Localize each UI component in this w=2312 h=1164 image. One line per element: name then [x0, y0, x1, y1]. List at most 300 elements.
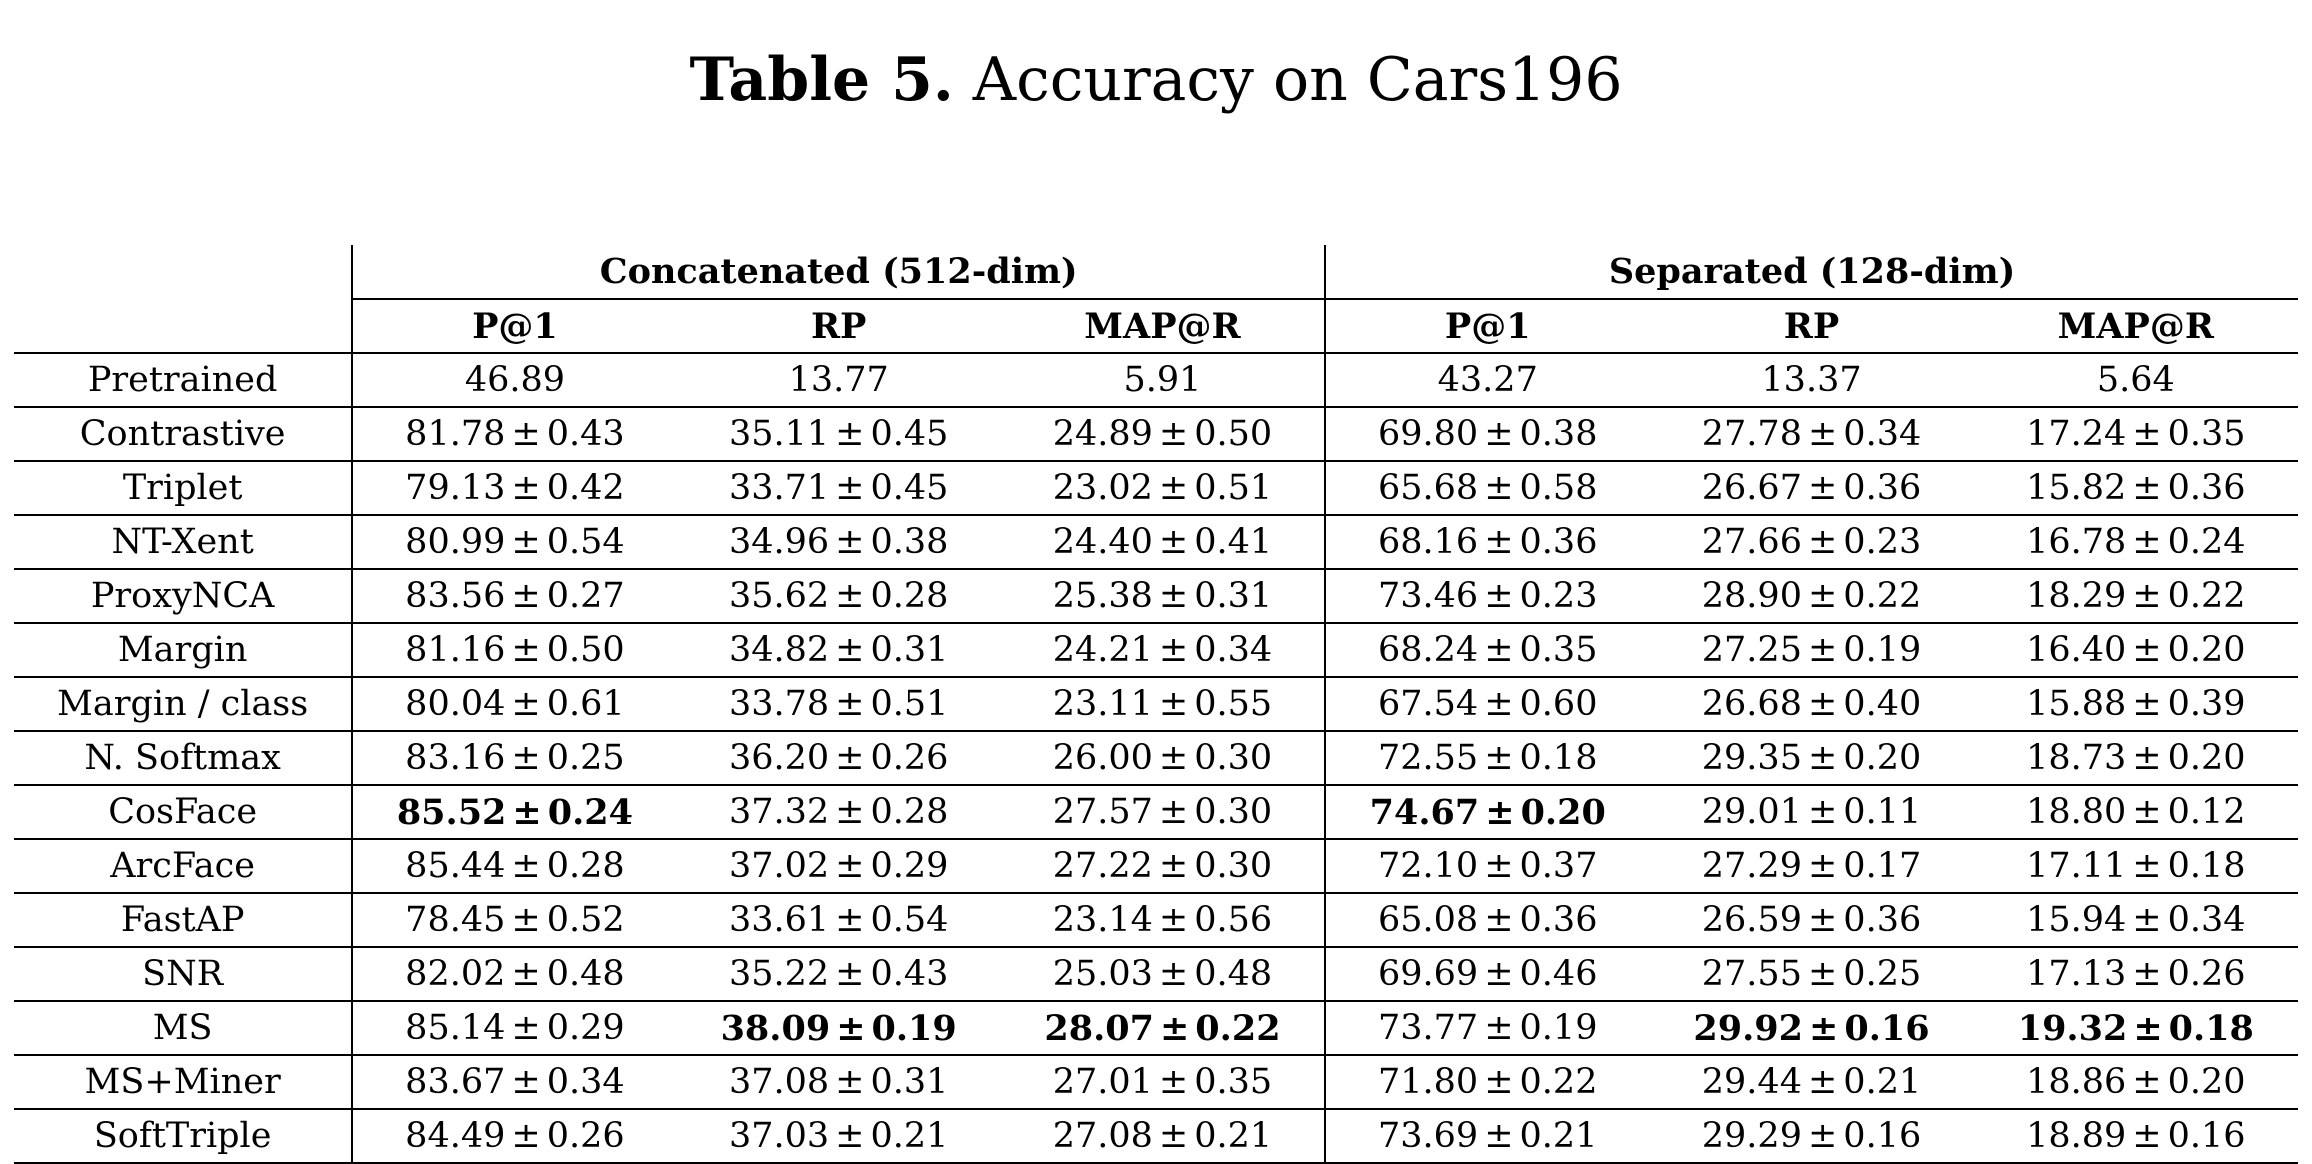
plus-minus-symbol: ± — [1158, 630, 1189, 670]
mean-value: 27.57 — [1052, 792, 1153, 832]
std-value: 0.46 — [1519, 954, 1598, 994]
mean-value: 82.02 — [405, 954, 506, 994]
std-value: 0.20 — [2167, 630, 2246, 670]
value-cell — [1001, 461, 1325, 515]
value-cell — [677, 407, 1001, 461]
std-value: 0.26 — [870, 738, 949, 778]
mean-value: 24.21 — [1052, 630, 1153, 670]
plus-minus-symbol: ± — [835, 522, 865, 562]
plus-minus-symbol: ± — [1158, 792, 1189, 832]
caption-text: Accuracy on Cars196 — [972, 45, 1623, 115]
results-table — [14, 245, 2298, 1164]
value-cell — [1974, 407, 2298, 461]
mean-value: 27.78 — [1701, 414, 1802, 454]
plus-minus-symbol: ± — [2132, 738, 2162, 778]
method-cell: MS+Miner — [14, 1055, 352, 1109]
mean-value: 29.92 — [1693, 1007, 1804, 1049]
table-row — [14, 461, 2298, 515]
std-value: 0.19 — [1519, 1008, 1598, 1048]
value-cell — [1649, 407, 1973, 461]
plus-minus-symbol: ± — [2132, 1116, 2162, 1156]
mean-value: 17.11 — [2026, 846, 2127, 886]
plus-minus-symbol: ± — [835, 468, 865, 508]
value-cell — [1649, 1109, 1973, 1163]
value-cell — [1649, 1001, 1973, 1055]
mean-value: 35.11 — [728, 414, 830, 454]
std-value: 0.35 — [2167, 414, 2246, 454]
mean-value: 79.13 — [405, 468, 506, 508]
value-cell — [677, 623, 1001, 677]
std-value: 0.54 — [870, 900, 949, 940]
table-row — [14, 623, 2298, 677]
mean-value: 19.32 — [2017, 1007, 2128, 1049]
plus-minus-symbol: ± — [1484, 1116, 1514, 1156]
mean-value: 27.29 — [1701, 846, 1802, 886]
mean-value: 27.01 — [1052, 1062, 1153, 1102]
std-value: 0.34 — [2167, 900, 2246, 940]
plus-minus-symbol: ± — [1158, 738, 1189, 778]
std-value: 0.20 — [2167, 738, 2246, 778]
metric-header-concat-rp: RP — [677, 299, 1001, 353]
method-cell: N. Softmax — [14, 731, 352, 785]
table-row — [14, 569, 2298, 623]
value-cell — [1001, 1055, 1325, 1109]
mean-value: 69.69 — [1378, 954, 1479, 994]
std-value: 0.36 — [2167, 468, 2246, 508]
plus-minus-symbol: ± — [511, 846, 541, 886]
value-cell — [677, 1109, 1001, 1163]
method-cell: Margin — [14, 623, 352, 677]
method-cell: SNR — [14, 947, 352, 1001]
mean-value: 85.44 — [405, 846, 506, 886]
plus-minus-symbol: ± — [1807, 630, 1838, 670]
table-body — [14, 353, 2298, 1163]
plus-minus-symbol: ± — [835, 792, 865, 832]
table-row — [14, 893, 2298, 947]
std-value: 0.58 — [1519, 468, 1598, 508]
std-value: 0.37 — [1519, 846, 1598, 886]
table-row — [14, 731, 2298, 785]
value-cell — [677, 785, 1001, 839]
plus-minus-symbol: ± — [2132, 468, 2162, 508]
std-value: 0.26 — [546, 1116, 625, 1156]
plus-minus-symbol: ± — [1807, 792, 1838, 832]
mean-value: 29.44 — [1701, 1062, 1802, 1102]
value-cell: 43.27 — [1325, 353, 1649, 407]
std-value: 0.41 — [1194, 522, 1273, 562]
table-row — [14, 1055, 2298, 1109]
value-cell — [1649, 839, 1973, 893]
method-cell: Triplet — [14, 461, 352, 515]
mean-value: 81.78 — [405, 414, 506, 454]
value-cell — [677, 677, 1001, 731]
std-value: 0.27 — [546, 576, 625, 616]
plus-minus-symbol: ± — [1484, 522, 1514, 562]
std-value: 0.35 — [1194, 1062, 1273, 1102]
mean-value: 80.99 — [405, 522, 506, 562]
value-cell — [1974, 515, 2298, 569]
std-value: 0.25 — [1843, 954, 1922, 994]
mean-value: 24.40 — [1052, 522, 1153, 562]
value-cell — [352, 677, 676, 731]
metric-header-sep-mapr: MAP@R — [1974, 299, 2298, 353]
std-value: 0.22 — [1843, 576, 1922, 616]
value-cell — [352, 515, 676, 569]
value-cell — [1649, 893, 1973, 947]
plus-minus-symbol: ± — [2132, 1062, 2162, 1102]
plus-minus-symbol: ± — [835, 954, 865, 994]
mean-value: 26.68 — [1701, 684, 1802, 724]
value-cell — [1001, 569, 1325, 623]
group-header-empty — [14, 245, 352, 299]
plus-minus-symbol: ± — [511, 630, 541, 670]
value-cell — [677, 1055, 1001, 1109]
plus-minus-symbol: ± — [1807, 468, 1838, 508]
std-value: 0.28 — [546, 846, 625, 886]
value-cell — [1649, 677, 1973, 731]
value-cell: 13.77 — [677, 353, 1001, 407]
mean-value: 33.61 — [728, 900, 830, 940]
value-cell: 46.89 — [352, 353, 676, 407]
std-value: 0.30 — [1194, 738, 1273, 778]
plus-minus-symbol: ± — [1807, 684, 1838, 724]
std-value: 0.29 — [870, 846, 949, 886]
mean-value: 33.71 — [728, 468, 830, 508]
mean-value: 34.96 — [728, 522, 830, 562]
plus-minus-symbol: ± — [1484, 414, 1514, 454]
std-value: 0.40 — [1843, 684, 1922, 724]
value-cell — [1974, 1055, 2298, 1109]
plus-minus-symbol: ± — [1807, 576, 1838, 616]
value-cell — [1974, 1001, 2298, 1055]
metric-header-sep-rp: RP — [1649, 299, 1973, 353]
plus-minus-symbol: ± — [1158, 468, 1189, 508]
std-value: 0.30 — [1194, 792, 1273, 832]
mean-value: 25.03 — [1052, 954, 1153, 994]
std-value: 0.28 — [870, 792, 949, 832]
value-cell — [1325, 785, 1649, 839]
std-value: 0.25 — [546, 738, 625, 778]
plus-minus-symbol: ± — [2132, 684, 2162, 724]
std-value: 0.35 — [1519, 630, 1598, 670]
std-value: 0.20 — [2167, 1062, 2246, 1102]
std-value: 0.36 — [1519, 522, 1598, 562]
std-value: 0.20 — [1843, 738, 1922, 778]
value-cell — [1001, 623, 1325, 677]
value-cell — [352, 623, 676, 677]
mean-value: 29.01 — [1701, 792, 1802, 832]
plus-minus-symbol: ± — [511, 900, 541, 940]
value-cell — [1974, 569, 2298, 623]
std-value: 0.55 — [1194, 684, 1273, 724]
plus-minus-symbol: ± — [1807, 522, 1838, 562]
metric-header-row — [14, 299, 2298, 353]
plus-minus-symbol: ± — [1807, 900, 1838, 940]
plus-minus-symbol: ± — [1484, 468, 1514, 508]
plus-minus-symbol: ± — [1158, 522, 1189, 562]
std-value: 0.51 — [870, 684, 949, 724]
std-value: 0.36 — [1843, 468, 1922, 508]
std-value: 0.26 — [2167, 954, 2246, 994]
plus-minus-symbol: ± — [1484, 1062, 1514, 1102]
plus-minus-symbol: ± — [1158, 684, 1189, 724]
value-cell — [1325, 677, 1649, 731]
plus-minus-symbol: ± — [836, 1007, 866, 1049]
mean-value: 83.67 — [405, 1062, 506, 1102]
std-value: 0.31 — [870, 630, 949, 670]
std-value: 0.30 — [1194, 846, 1273, 886]
plus-minus-symbol: ± — [835, 630, 865, 670]
std-value: 0.18 — [2167, 846, 2246, 886]
value-cell — [1001, 407, 1325, 461]
std-value: 0.24 — [2167, 522, 2246, 562]
plus-minus-symbol: ± — [1159, 1007, 1190, 1049]
mean-value: 18.73 — [2026, 738, 2127, 778]
std-value: 0.56 — [1194, 900, 1273, 940]
plus-minus-symbol: ± — [835, 684, 865, 724]
mean-value: 83.56 — [405, 576, 506, 616]
mean-value: 26.00 — [1052, 738, 1153, 778]
mean-value: 68.24 — [1378, 630, 1479, 670]
std-value: 0.29 — [546, 1008, 625, 1048]
plus-minus-symbol: ± — [511, 954, 541, 994]
method-cell: NT-Xent — [14, 515, 352, 569]
value-cell — [352, 1109, 676, 1163]
table-row — [14, 1001, 2298, 1055]
table-row — [14, 677, 2298, 731]
std-value: 0.39 — [2167, 684, 2246, 724]
caption-label: Table 5. — [689, 45, 954, 115]
method-cell: CosFace — [14, 785, 352, 839]
plus-minus-symbol: ± — [1484, 900, 1514, 940]
value-cell — [1974, 893, 2298, 947]
std-value: 0.22 — [1195, 1007, 1281, 1049]
value-cell — [1974, 623, 2298, 677]
plus-minus-symbol: ± — [2133, 1007, 2163, 1049]
mean-value: 38.09 — [720, 1007, 831, 1049]
value-cell — [1649, 569, 1973, 623]
mean-value: 27.25 — [1701, 630, 1802, 670]
group-header-separated: Separated (128-dim) — [1325, 245, 2298, 299]
value-cell — [1001, 893, 1325, 947]
value-cell — [1974, 947, 2298, 1001]
value-cell — [1649, 947, 1973, 1001]
std-value: 0.36 — [1519, 900, 1598, 940]
std-value: 0.48 — [546, 954, 625, 994]
std-value: 0.50 — [546, 630, 625, 670]
value-cell — [352, 1055, 676, 1109]
method-cell: FastAP — [14, 893, 352, 947]
mean-value: 74.67 — [1369, 791, 1480, 833]
mean-value: 26.59 — [1701, 900, 1802, 940]
mean-value: 18.80 — [2026, 792, 2127, 832]
plus-minus-symbol: ± — [1807, 954, 1838, 994]
std-value: 0.16 — [2167, 1116, 2246, 1156]
std-value: 0.21 — [1519, 1116, 1598, 1156]
value-cell — [677, 947, 1001, 1001]
std-value: 0.45 — [870, 414, 949, 454]
value-cell — [677, 461, 1001, 515]
mean-value: 27.55 — [1701, 954, 1802, 994]
table-caption — [0, 40, 2312, 120]
std-value: 0.18 — [1519, 738, 1598, 778]
plus-minus-symbol: ± — [2132, 846, 2162, 886]
value-cell — [1325, 569, 1649, 623]
plus-minus-symbol: ± — [835, 846, 865, 886]
std-value: 0.52 — [546, 900, 625, 940]
std-value: 0.61 — [546, 684, 625, 724]
std-value: 0.48 — [1194, 954, 1273, 994]
value-cell — [1001, 785, 1325, 839]
value-cell — [1325, 461, 1649, 515]
mean-value: 17.13 — [2026, 954, 2127, 994]
value-cell — [1649, 461, 1973, 515]
mean-value: 34.82 — [728, 630, 830, 670]
plus-minus-symbol: ± — [511, 414, 541, 454]
mean-value: 78.45 — [405, 900, 506, 940]
mean-value: 36.20 — [728, 738, 830, 778]
value-cell — [1325, 1055, 1649, 1109]
plus-minus-symbol: ± — [1484, 846, 1514, 886]
std-value: 0.24 — [547, 791, 633, 833]
value-cell — [1974, 677, 2298, 731]
plus-minus-symbol: ± — [2132, 792, 2162, 832]
std-value: 0.19 — [1843, 630, 1922, 670]
value-cell — [352, 1001, 676, 1055]
value-cell — [1325, 947, 1649, 1001]
method-cell: ArcFace — [14, 839, 352, 893]
plus-minus-symbol: ± — [1807, 1062, 1838, 1102]
std-value: 0.16 — [1844, 1007, 1930, 1049]
value-cell — [1001, 1001, 1325, 1055]
mean-value: 72.55 — [1378, 738, 1479, 778]
std-value: 0.34 — [1843, 414, 1922, 454]
plus-minus-symbol: ± — [1158, 900, 1189, 940]
value-cell — [352, 839, 676, 893]
value-cell — [1001, 677, 1325, 731]
mean-value: 28.90 — [1701, 576, 1802, 616]
plus-minus-symbol: ± — [1809, 1007, 1839, 1049]
group-header-row — [14, 245, 2298, 299]
mean-value: 24.89 — [1052, 414, 1153, 454]
plus-minus-symbol: ± — [1807, 738, 1838, 778]
method-cell: Pretrained — [14, 353, 352, 407]
table-row — [14, 515, 2298, 569]
metric-header-concat-mapr: MAP@R — [1001, 299, 1325, 353]
value-cell — [352, 731, 676, 785]
mean-value: 37.02 — [728, 846, 830, 886]
value-cell: 5.64 — [1974, 353, 2298, 407]
plus-minus-symbol: ± — [835, 900, 865, 940]
plus-minus-symbol: ± — [511, 684, 541, 724]
mean-value: 27.66 — [1701, 522, 1802, 562]
std-value: 0.38 — [870, 522, 949, 562]
plus-minus-symbol: ± — [1807, 846, 1838, 886]
plus-minus-symbol: ± — [1158, 1116, 1189, 1156]
mean-value: 18.86 — [2026, 1062, 2127, 1102]
value-cell — [1974, 461, 2298, 515]
value-cell — [1325, 839, 1649, 893]
mean-value: 37.32 — [728, 792, 830, 832]
std-value: 0.17 — [1843, 846, 1922, 886]
std-value: 0.22 — [1519, 1062, 1598, 1102]
table-row-pretrained — [14, 353, 2298, 407]
value-cell — [1001, 731, 1325, 785]
mean-value: 16.40 — [2026, 630, 2127, 670]
mean-value: 73.77 — [1378, 1008, 1479, 1048]
plus-minus-symbol: ± — [2132, 954, 2162, 994]
method-cell: MS — [14, 1001, 352, 1055]
mean-value: 17.24 — [2026, 414, 2127, 454]
plus-minus-symbol: ± — [511, 1062, 541, 1102]
mean-value: 18.29 — [2026, 576, 2127, 616]
mean-value: 67.54 — [1378, 684, 1479, 724]
mean-value: 65.68 — [1378, 468, 1479, 508]
plus-minus-symbol: ± — [2132, 414, 2162, 454]
mean-value: 18.89 — [2026, 1116, 2127, 1156]
value-cell — [1649, 515, 1973, 569]
plus-minus-symbol: ± — [2132, 522, 2162, 562]
method-cell: Margin / class — [14, 677, 352, 731]
mean-value: 81.16 — [405, 630, 506, 670]
std-value: 0.28 — [870, 576, 949, 616]
plus-minus-symbol: ± — [1158, 414, 1189, 454]
plus-minus-symbol: ± — [1484, 630, 1514, 670]
value-cell — [1649, 623, 1973, 677]
mean-value: 16.78 — [2026, 522, 2127, 562]
metric-header-sep-p1: P@1 — [1325, 299, 1649, 353]
value-cell — [677, 515, 1001, 569]
plus-minus-symbol: ± — [1158, 576, 1189, 616]
mean-value: 84.49 — [405, 1116, 506, 1156]
std-value: 0.21 — [1194, 1116, 1273, 1156]
plus-minus-symbol: ± — [2132, 576, 2162, 616]
value-cell — [352, 893, 676, 947]
plus-minus-symbol: ± — [1484, 954, 1514, 994]
value-cell — [1325, 1001, 1649, 1055]
plus-minus-symbol: ± — [835, 1116, 865, 1156]
mean-value: 25.38 — [1052, 576, 1153, 616]
std-value: 0.12 — [2167, 792, 2246, 832]
mean-value: 15.88 — [2026, 684, 2127, 724]
std-value: 0.21 — [1843, 1062, 1922, 1102]
plus-minus-symbol: ± — [1807, 414, 1838, 454]
value-cell — [1974, 785, 2298, 839]
value-cell — [1649, 1055, 1973, 1109]
plus-minus-symbol: ± — [512, 791, 542, 833]
value-cell — [352, 569, 676, 623]
std-value: 0.23 — [1843, 522, 1922, 562]
value-cell — [1974, 1109, 2298, 1163]
value-cell — [1325, 407, 1649, 461]
plus-minus-symbol: ± — [1485, 791, 1515, 833]
value-cell — [1649, 731, 1973, 785]
value-cell — [352, 785, 676, 839]
value-cell — [1325, 515, 1649, 569]
value-cell — [1974, 839, 2298, 893]
std-value: 0.31 — [870, 1062, 949, 1102]
value-cell — [677, 731, 1001, 785]
value-cell — [1001, 947, 1325, 1001]
std-value: 0.43 — [870, 954, 949, 994]
plus-minus-symbol: ± — [511, 1008, 541, 1048]
std-value: 0.21 — [870, 1116, 949, 1156]
plus-minus-symbol: ± — [1484, 576, 1514, 616]
mean-value: 33.78 — [728, 684, 830, 724]
value-cell — [1001, 839, 1325, 893]
std-value: 0.18 — [2168, 1007, 2254, 1049]
mean-value: 80.04 — [405, 684, 506, 724]
